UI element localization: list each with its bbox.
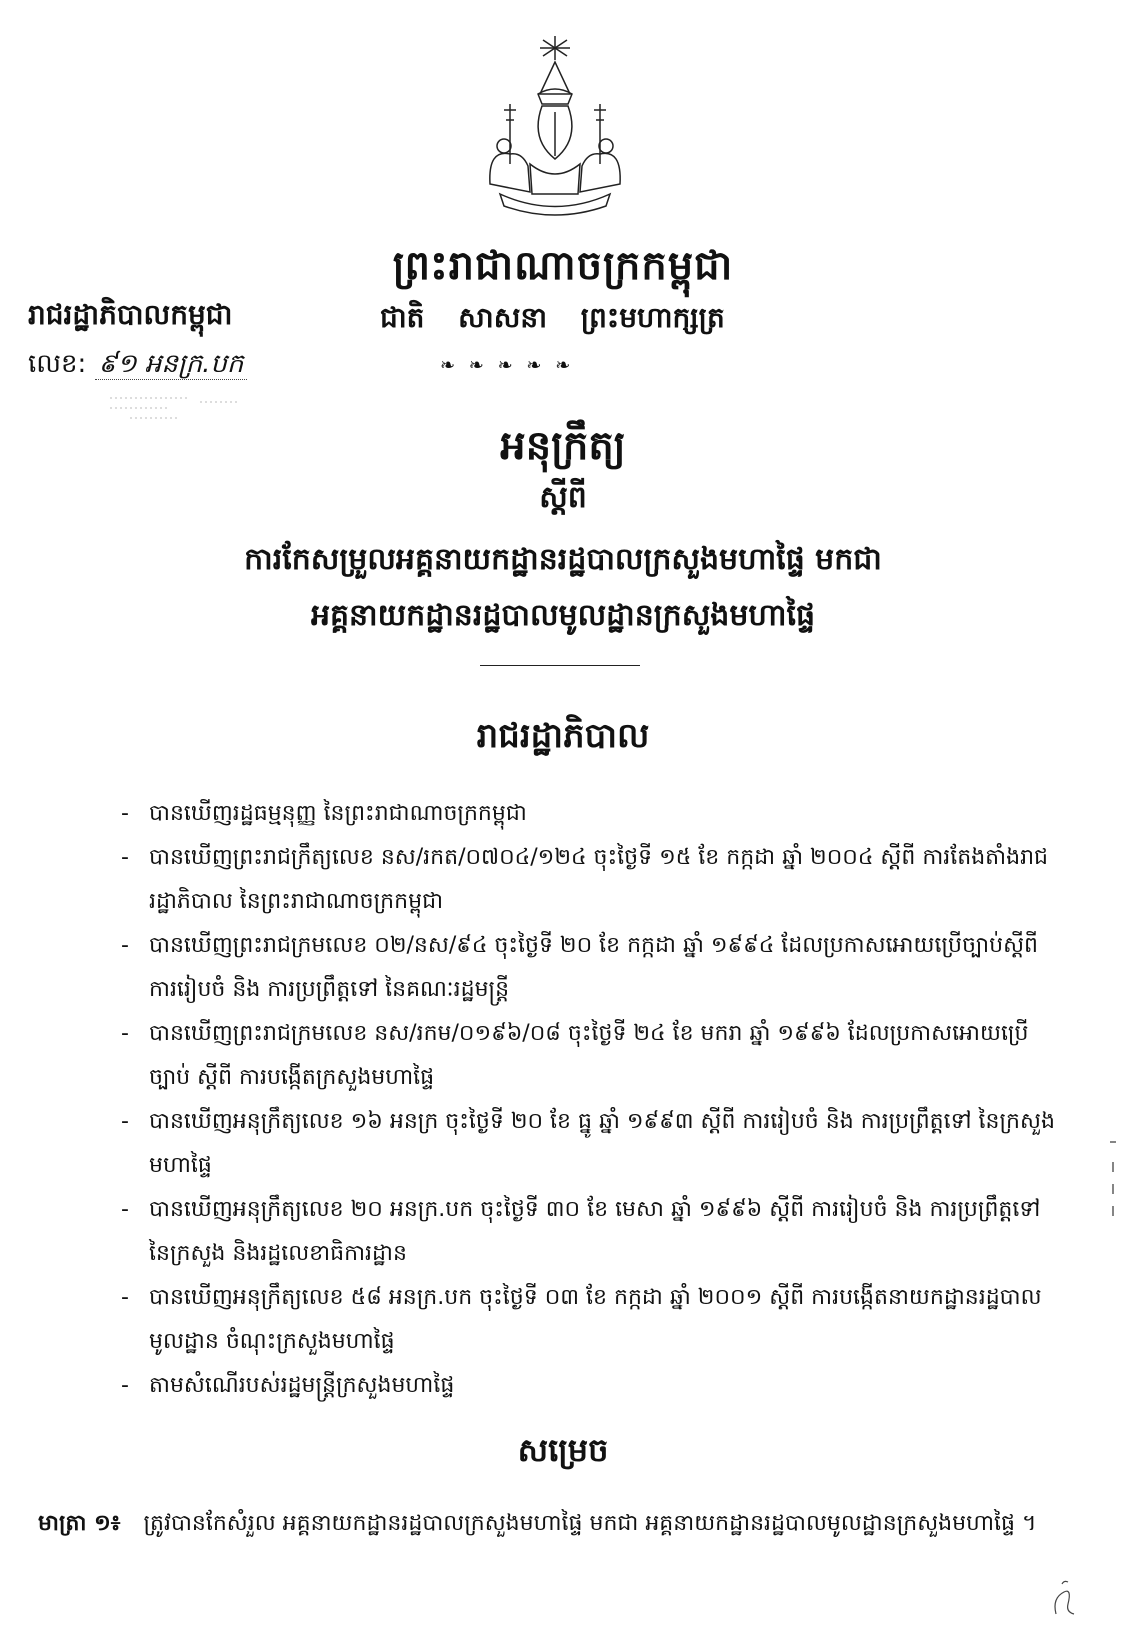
document-type: អនុក្រឹត្យ [500,423,626,469]
national-motto: ជាតិ សាសនា ព្រះមហាក្សត្រ [380,301,725,334]
citation-item: - បានឃើញអនុក្រឹត្យលេខ ៥៨ អនក្រ.បក ចុះថ្ងៃទី ០៣ ខែ កក្កដា ឆ្នាំ ២០០១ ស្តីពី ការបង្កើតនាយកដ្ឋានរដ្ឋបាលមូលដ្ឋាន ចំណុះក្រសួងមហាផ្ទៃ [115,1276,1055,1364]
kingdom-title: ព្រះរាជាណាចក្រកម្ពុជា [392,242,734,289]
title-divider [480,665,640,666]
decision-heading: សម្រេច [517,1431,609,1469]
citation-item: - បានឃើញព្រះរាជក្រឹត្យលេខ នស/រកត/០៧០៤/១២៤ ចុះថ្ងៃទី ១៥ ខែ កក្កដា ឆ្នាំ ២០០៤ ស្តីពី ការតែងតាំងរាជរដ្ឋាភិបាល នៃព្រះរាជាណាចក្រកម្ពុជា [115,836,1055,924]
about-label: ស្តីពី [539,480,587,515]
subject-line-1: ការកែសម្រួលអគ្គនាយកដ្ឋានរដ្ឋបាលក្រសួងមហាផ្ទៃ មកជា [244,542,882,577]
citation-item: - បានឃើញអនុក្រឹត្យលេខ ២០ អនក្រ.បក ចុះថ្ងៃទី ៣០ ខែ មេសា ឆ្នាំ ១៩៩៦ ស្តីពី ការរៀបចំ និង ការប្រព្រឹត្តទៅ នៃក្រសួង និងរដ្ឋលេខាធិការដ្ឋាន [115,1188,1055,1276]
citation-item: - បានឃើញព្រះរាជក្រមលេខ ០២/នស/៩៤ ចុះថ្ងៃទី ២០ ខែ កក្កដា ឆ្នាំ ១៩៩៤ ដែលប្រកាសអោយប្រើច្បាប់ស្តីពី ការរៀបចំ និង ការប្រព្រឹត្តទៅ នៃគណៈរដ្ឋមន្ត្រី [115,924,1055,1012]
margin-tick-marks [1108,1138,1118,1218]
ornament-divider: ❧ ❧ ❧ ❧ ❧ [440,355,575,376]
citation-item: - តាមសំណើរបស់រដ្ឋមន្ត្រីក្រសួងមហាផ្ទៃ [115,1364,1055,1408]
government-heading: រាជរដ្ឋាភិបាល [476,716,650,756]
number-label: លេខ: [28,349,87,379]
faint-stamp-marks [110,392,250,422]
article-label: មាត្រា ១៖ [38,1511,121,1536]
article-text: ត្រូវបានកែសំរួល អគ្គនាយកដ្ឋានរដ្ឋបាលក្រសួងមហាផ្ទៃ មកជា អគ្គនាយកដ្ឋានរដ្ឋបាលមូលដ្ឋានក្រសួងមហាផ្ទៃ ។ [143,1511,1037,1536]
citation-item: - បានឃើញរដ្ឋធម្មនុញ្ញ នៃព្រះរាជាណាចក្រកម្ពុជា [115,792,1055,836]
citation-item: - បានឃើញអនុក្រឹត្យលេខ ១៦ អនក្រ ចុះថ្ងៃទី ២០ ខែ ធ្នូ ឆ្នាំ ១៩៩៣ ស្តីពី ការរៀបចំ និង ការប្រព្រឹត្តទៅ នៃក្រសួងមហាផ្ទៃ [115,1100,1055,1188]
initials-mark [1050,1578,1078,1618]
document-number [28,347,247,385]
subject-line-2: អគ្គនាយកដ្ឋានរដ្ឋបាលមូលដ្ឋានក្រសួងមហាផ្ទៃ [310,598,816,633]
citation-list [115,792,1055,1408]
number-value: ៩១ អនក្រ.បក [95,349,248,380]
citation-item: - បានឃើញព្រះរាជក្រមលេខ នស/រកម/០១៩៦/០៨ ចុះថ្ងៃទី ២៤ ខែ មករា ឆ្នាំ ១៩៩៦ ដែលប្រកាសអោយប្រើច្បាប់ ស្តីពី ការបង្កើតក្រសួងមហាផ្ទៃ [115,1012,1055,1100]
article-1 [38,1500,1068,1548]
royal-emblem-icon [470,34,640,224]
issuing-government: រាជរដ្ឋាភិបាលកម្ពុជា [28,298,233,331]
